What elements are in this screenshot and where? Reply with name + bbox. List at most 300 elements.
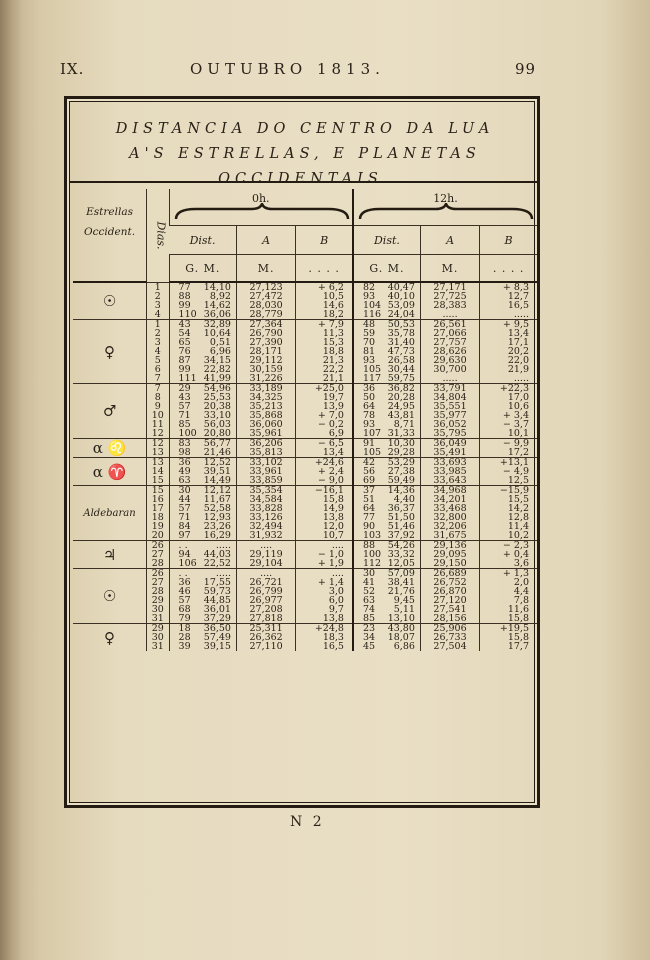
- cell-value: [354, 448, 420, 457]
- b-0h: [296, 569, 353, 624]
- star-symbol: α ♌: [92, 439, 127, 457]
- cell-value: 13: [151, 447, 164, 458]
- cell-value: 11,3: [322, 328, 344, 339]
- minutes: 13,10: [387, 613, 415, 624]
- cell-value: 5: [154, 355, 161, 366]
- star-symbol: ♂: [102, 402, 117, 420]
- degrees: 78: [362, 410, 376, 421]
- cell-value: 27,066: [433, 328, 467, 339]
- degrees: 51: [362, 494, 376, 505]
- cell-value: 22,2: [322, 364, 344, 375]
- cell-value: 35,961: [249, 428, 283, 439]
- degrees: 18: [178, 623, 191, 634]
- header-a-0: A: [236, 226, 295, 255]
- cell-value: 15,8: [322, 494, 344, 505]
- cell-value: 28,383: [433, 300, 467, 311]
- cell-value: 12: [151, 438, 164, 449]
- distance-12h: [353, 541, 420, 569]
- cell-value: 12,0: [322, 521, 344, 532]
- cell-value: 15: [151, 485, 164, 496]
- cell-value: 17,7: [507, 641, 529, 652]
- minutes: 44,85: [203, 595, 231, 606]
- cell-value: + 9,5: [502, 319, 529, 330]
- a-0h: [236, 282, 295, 320]
- table-row: [73, 320, 537, 384]
- cell-value: 6: [154, 364, 161, 375]
- degrees: 84: [178, 521, 191, 532]
- cell-value: 16,5: [507, 300, 529, 311]
- minutes: 56,77: [203, 438, 231, 449]
- distance-0h: [169, 624, 236, 652]
- minutes: 8,92: [209, 291, 231, 302]
- cell-value: 36,206: [249, 438, 283, 449]
- cell-value: + 3,4: [502, 410, 529, 421]
- degrees: 45: [362, 641, 376, 652]
- minutes: 54,96: [203, 383, 231, 394]
- cell-value: 7: [154, 373, 161, 384]
- cell-value: [170, 531, 236, 540]
- minutes: 40,47: [387, 282, 415, 293]
- distance-0h: [169, 486, 236, 541]
- minutes: 22,82: [203, 364, 231, 375]
- unit-gm-12: G. M.: [353, 255, 420, 283]
- minutes: 41,99: [203, 373, 231, 384]
- cell-value: + 1,9: [317, 558, 344, 569]
- cell-value: 31,675: [433, 530, 467, 541]
- degrees: 48: [362, 319, 376, 330]
- cell-value: +13,1: [499, 457, 529, 468]
- cell-value: 7: [154, 383, 161, 394]
- cell-value: 10,1: [507, 428, 529, 439]
- degrees: 50: [362, 392, 376, 403]
- degrees: 82: [362, 282, 376, 293]
- brace-icon: [174, 203, 350, 221]
- cell-value: [354, 642, 420, 651]
- distance-12h: [353, 624, 420, 652]
- cell-value: [354, 531, 420, 540]
- minutes: 30,44: [387, 364, 415, 375]
- cell-value: 28: [151, 558, 164, 569]
- star-name: [73, 486, 147, 541]
- star-name: [73, 541, 147, 569]
- minutes: 33,32: [387, 549, 415, 560]
- cell-value: 36,060: [249, 419, 283, 430]
- header-days: Dias.: [147, 189, 169, 282]
- minutes: 43,80: [387, 623, 415, 634]
- a-0h: [236, 541, 295, 569]
- a-12h: [420, 486, 479, 541]
- degrees: 63: [362, 595, 376, 606]
- cell-value: 27,364: [249, 319, 283, 330]
- cell-value: 27,110: [249, 641, 283, 652]
- minutes: 59,75: [387, 373, 415, 384]
- page-number: 99: [515, 60, 537, 78]
- cell-value: + 7,0: [317, 410, 344, 421]
- table-body: [73, 282, 537, 651]
- cell-value: + 8,3: [502, 282, 529, 293]
- a-12h: [420, 541, 479, 569]
- b-0h: [296, 439, 353, 458]
- a-0h: [236, 320, 295, 384]
- book-gutter: [0, 0, 22, 960]
- minutes: 52,58: [203, 503, 231, 514]
- cell-value: 10,6: [507, 401, 529, 412]
- cell-value: 32,206: [433, 521, 467, 532]
- day-column: [147, 384, 169, 439]
- b-12h: [480, 384, 537, 439]
- distance-12h: [353, 439, 420, 458]
- cell-value: 27,504: [433, 641, 467, 652]
- degrees: 93: [362, 291, 376, 302]
- cell-value: 18,3: [322, 632, 344, 643]
- cell-value: 15,8: [507, 613, 529, 624]
- cell-value: 31,932: [249, 530, 283, 541]
- cell-value: + 6,2: [317, 282, 344, 293]
- cell-value: 21,1: [322, 373, 344, 384]
- minutes: 33,10: [203, 410, 231, 421]
- degrees: 36: [178, 457, 191, 468]
- cell-value: 35,551: [433, 401, 467, 412]
- lunar-distance-table: [73, 189, 537, 651]
- title-line-2: A'S ESTRELLAS, E PLANETAS OCCIDENTAIS.: [129, 146, 481, 187]
- distance-0h: [169, 282, 236, 320]
- minutes: 20,38: [203, 401, 231, 412]
- cell-value: 19: [151, 521, 164, 532]
- minutes: 24,04: [387, 309, 415, 320]
- cell-value: 10,5: [322, 291, 344, 302]
- cell-value: 30,159: [249, 364, 283, 375]
- degrees: 42: [362, 457, 376, 468]
- degrees: 88: [362, 540, 376, 551]
- degrees: 79: [178, 613, 191, 624]
- b-12h: [480, 624, 537, 652]
- cell-value: 18,2: [322, 309, 344, 320]
- table-row: [73, 569, 537, 624]
- header-dist-12: Dist.: [353, 226, 420, 255]
- cell-value: 33,189: [249, 383, 283, 394]
- cell-value: 33,961: [249, 466, 283, 477]
- distance-0h: [169, 439, 236, 458]
- minutes: 17,55: [203, 577, 231, 588]
- cell-value: .....: [513, 373, 529, 384]
- cell-value: 14: [151, 466, 164, 477]
- b-12h: [480, 458, 537, 486]
- cell-value: 10: [151, 410, 164, 421]
- minutes: 37,92: [387, 530, 415, 541]
- minutes: 54,26: [387, 540, 415, 551]
- cell-value: 27: [151, 577, 164, 588]
- degrees: 30: [178, 485, 191, 496]
- cell-value: +24,6: [314, 457, 344, 468]
- cell-value: 31: [151, 613, 164, 624]
- a-12h: [420, 569, 479, 624]
- cell-value: 32,494: [249, 521, 283, 532]
- cell-value: − 1,0: [317, 549, 344, 560]
- distance-12h: [353, 458, 420, 486]
- minutes: 36,01: [203, 604, 231, 615]
- cell-value: 35,977: [433, 410, 467, 421]
- cell-value: 34,201: [433, 494, 467, 505]
- cell-value: 29,104: [249, 558, 283, 569]
- degrees: 30: [362, 568, 376, 579]
- cell-value: 33,791: [433, 383, 467, 394]
- cell-value: 32,800: [433, 512, 467, 523]
- minutes: 36,50: [203, 623, 231, 634]
- minutes: 12,93: [203, 512, 231, 523]
- cell-value: 18,8: [322, 346, 344, 357]
- cell-value: [170, 614, 236, 623]
- degrees: 110: [178, 309, 197, 320]
- cell-value: 13,9: [322, 401, 344, 412]
- cell-value: 20: [151, 530, 164, 541]
- table-frame: [64, 96, 540, 808]
- header-b-12: B: [480, 226, 537, 255]
- degrees: 65: [178, 337, 191, 348]
- minutes: 35,78: [387, 328, 415, 339]
- b-12h: [480, 569, 537, 624]
- star-symbol: α ♈: [92, 462, 127, 481]
- cell-value: 29: [151, 595, 164, 606]
- cell-value: + 7,9: [317, 319, 344, 330]
- b-12h: [480, 320, 537, 384]
- star-name: [73, 282, 147, 320]
- minutes: 18,07: [387, 632, 415, 643]
- degrees: . .: [178, 540, 188, 551]
- cell-value: 28,156: [433, 613, 467, 624]
- b-0h: [296, 486, 353, 541]
- degrees: 83: [178, 438, 191, 449]
- cell-value: 18: [151, 512, 164, 523]
- cell-value: 21,3: [322, 355, 344, 366]
- cell-value: 9,7: [328, 604, 344, 615]
- cell-value: 27,541: [433, 604, 467, 615]
- degrees: 70: [362, 337, 376, 348]
- degrees: 36: [362, 383, 376, 394]
- minutes: 14,36: [387, 485, 415, 496]
- cell-value: 3,6: [513, 558, 529, 569]
- degrees: 87: [178, 355, 191, 366]
- cell-value: 17,2: [507, 447, 529, 458]
- cell-value: 1: [154, 319, 161, 330]
- cell-value: 2: [154, 328, 161, 339]
- degrees: 57: [178, 401, 191, 412]
- cell-value: −15,9: [499, 485, 529, 496]
- cell-value: +25,0: [314, 383, 344, 394]
- star-symbol: Aldebaran: [83, 507, 136, 519]
- a-12h: [420, 458, 479, 486]
- degrees: 57: [178, 503, 191, 514]
- signature-mark: N 2: [290, 814, 325, 830]
- cell-value: 27,472: [249, 291, 283, 302]
- cell-value: 34,325: [249, 392, 283, 403]
- degrees: 91: [362, 438, 376, 449]
- b-0h: [296, 282, 353, 320]
- a-0h: [236, 458, 295, 486]
- degrees: 64: [362, 503, 376, 514]
- degrees: 71: [178, 410, 191, 421]
- cell-value: 12,7: [507, 291, 529, 302]
- cell-value: 14,6: [322, 300, 344, 311]
- star-name: [73, 458, 147, 486]
- cell-value: 35,795: [433, 428, 467, 439]
- cell-value: 2: [154, 290, 161, 302]
- a-0h: [236, 384, 295, 439]
- cell-value: 29,630: [433, 355, 467, 366]
- cell-value: ....: [260, 540, 273, 551]
- cell-value: +22,3: [499, 383, 529, 394]
- minutes: 34,15: [203, 355, 231, 366]
- cell-value: ....: [260, 568, 273, 579]
- cell-value: 29,119: [249, 549, 283, 560]
- day-column: [147, 282, 169, 320]
- table-row: [73, 439, 537, 458]
- degrees: 37: [362, 485, 376, 496]
- degrees: 46: [178, 586, 191, 597]
- cell-value: 26,752: [433, 577, 467, 588]
- cell-value: 15,3: [322, 337, 344, 348]
- degrees: 107: [362, 428, 382, 439]
- degrees: 100: [362, 549, 382, 560]
- b-12h: [480, 486, 537, 541]
- minutes: 53,09: [387, 300, 415, 311]
- cell-value: 35,868: [249, 410, 283, 421]
- star-symbol: ♀: [104, 342, 116, 361]
- b-0h: [296, 458, 353, 486]
- a-12h: [420, 384, 479, 439]
- degrees: 74: [362, 604, 376, 615]
- cell-value: 33,643: [433, 475, 467, 486]
- distance-12h: [353, 282, 420, 320]
- cell-value: 9: [154, 401, 161, 412]
- unit-gm-0: G. M.: [169, 255, 236, 283]
- minutes: 59,49: [387, 475, 415, 486]
- cell-value: 8: [154, 392, 161, 403]
- star-name: [73, 384, 147, 439]
- cell-value: 27,120: [433, 595, 467, 606]
- minutes: 31,40: [387, 337, 415, 348]
- cell-value: 26,561: [433, 319, 467, 330]
- degrees: 106: [178, 558, 197, 569]
- minutes: 6,86: [393, 641, 415, 652]
- minutes: 27,38: [387, 466, 415, 477]
- minutes: 8,71: [393, 419, 415, 430]
- degrees: 116: [362, 309, 382, 320]
- cell-value: 13,4: [507, 328, 529, 339]
- cell-value: 28,171: [249, 346, 283, 357]
- minutes: 10,30: [387, 438, 415, 449]
- cell-value: 4,4: [513, 586, 529, 597]
- cell-value: 26,870: [433, 586, 467, 597]
- cell-value: 25,311: [249, 623, 283, 634]
- degrees: 44: [178, 494, 191, 505]
- cell-value: 27,725: [433, 291, 467, 302]
- degrees: 81: [362, 346, 376, 357]
- cell-value: + 1,4: [317, 577, 344, 588]
- b-0h: [296, 384, 353, 439]
- degrees: 59: [362, 328, 376, 339]
- degrees: 52: [362, 586, 376, 597]
- minutes: 57,49: [203, 632, 231, 643]
- minutes: 14,62: [203, 300, 231, 311]
- cell-value: 3: [154, 299, 161, 311]
- a-12h: [420, 439, 479, 458]
- cell-value: .....: [442, 309, 458, 320]
- distance-0h: [169, 541, 236, 569]
- minutes: 0,51: [209, 337, 231, 348]
- cell-value: 30,700: [433, 364, 467, 375]
- minutes: 21,46: [203, 447, 231, 458]
- cell-value: + 2,4: [317, 466, 344, 477]
- cell-value: 27,390: [249, 337, 283, 348]
- table-row: [73, 541, 537, 569]
- degrees: 98: [178, 447, 191, 458]
- cell-value: − 9,0: [317, 475, 344, 486]
- degrees: 77: [362, 512, 376, 523]
- cell-value: 11,6: [507, 604, 529, 615]
- a-12h: [420, 320, 479, 384]
- degrees: 64: [362, 401, 376, 412]
- cell-value: 12,8: [507, 512, 529, 523]
- degrees: 88: [178, 291, 191, 302]
- cell-value: + 0,4: [502, 549, 529, 560]
- cell-value: 16: [151, 494, 164, 505]
- degrees: 34: [362, 632, 376, 643]
- cell-value: 2,0: [513, 577, 529, 588]
- cell-value: 19,7: [322, 392, 344, 403]
- cell-value: 28,779: [249, 309, 283, 320]
- header-unit-blank: [73, 255, 147, 283]
- cell-value: 25,906: [433, 623, 467, 634]
- cell-value: 33,859: [249, 475, 283, 486]
- minutes: 12,52: [203, 457, 231, 468]
- cell-value: − 3,7: [502, 419, 529, 430]
- degrees: 43: [178, 319, 191, 330]
- b-12h: [480, 439, 537, 458]
- cell-value: − 4,9: [502, 466, 529, 477]
- cell-value: .....: [513, 309, 529, 320]
- cell-value: [170, 448, 236, 457]
- b-12h: [480, 282, 537, 320]
- cell-value: 4: [154, 346, 161, 357]
- a-12h: [420, 624, 479, 652]
- star-name: [73, 569, 147, 624]
- degrees: 28: [178, 632, 191, 643]
- minutes: 22,52: [203, 558, 231, 569]
- minutes: .....: [215, 568, 231, 579]
- table-row: [73, 624, 537, 652]
- degrees: 99: [178, 300, 191, 311]
- cell-value: 27,757: [433, 337, 467, 348]
- cell-value: 13,8: [322, 512, 344, 523]
- degrees: 85: [178, 419, 191, 430]
- month-heading: OUTUBRO 1813.: [190, 60, 385, 78]
- minutes: 23,26: [203, 521, 231, 532]
- cell-value: 11: [151, 419, 164, 430]
- day-column: [147, 320, 169, 384]
- cell-value: 20,2: [507, 346, 529, 357]
- star-name: [73, 439, 147, 458]
- cell-value: 31,226: [249, 373, 283, 384]
- cell-value: 26,977: [249, 595, 283, 606]
- table-row: [73, 458, 537, 486]
- cell-value: 28: [151, 586, 164, 597]
- cell-value: − 6,5: [317, 438, 344, 449]
- cell-value: ....: [331, 568, 344, 579]
- degrees: 77: [178, 282, 191, 293]
- cell-value: 29,150: [433, 558, 467, 569]
- degrees: 39: [178, 641, 191, 652]
- cell-value: 26,790: [249, 328, 283, 339]
